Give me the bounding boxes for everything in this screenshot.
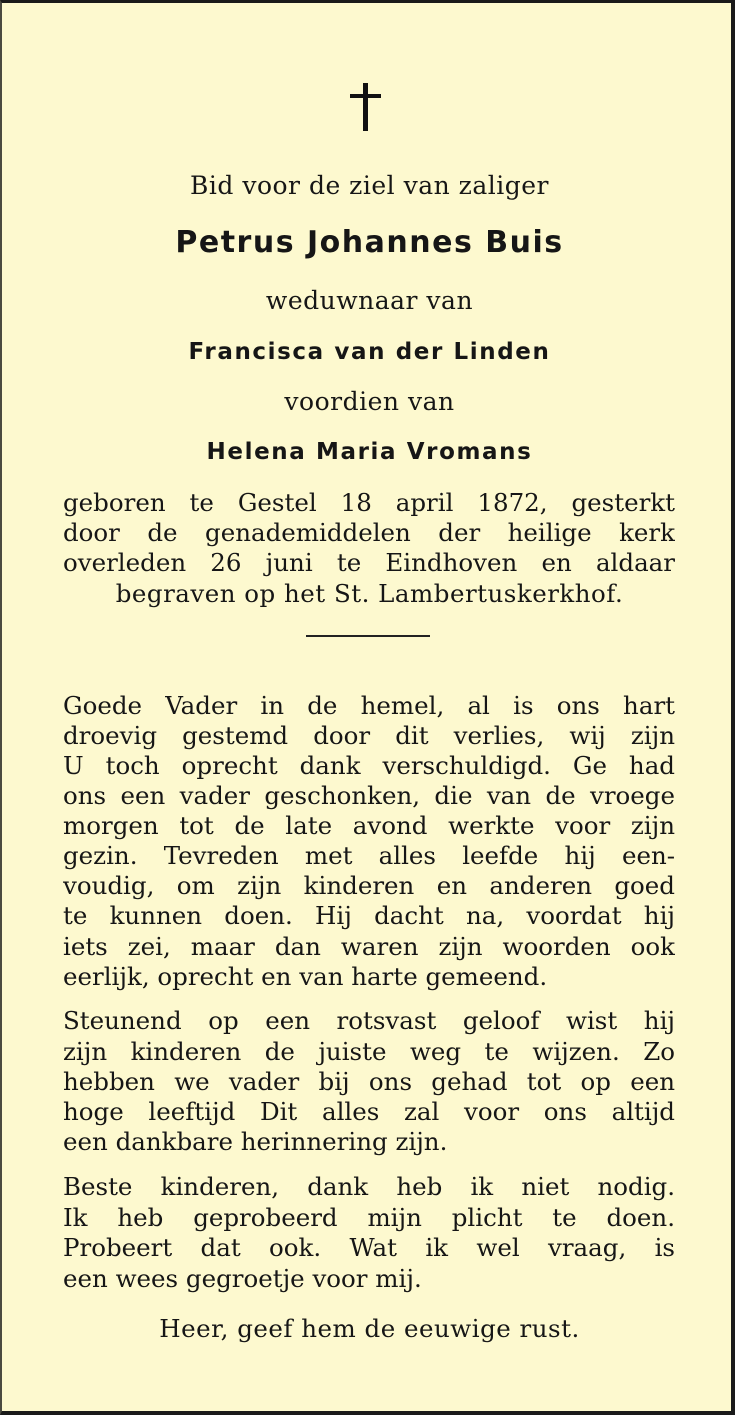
paragraph-2-line: hoge leeftijd Dit alles zal voor ons altijd — [63, 1097, 675, 1126]
closing-prayer: Heer, geef hem de eeuwige rust. — [159, 1314, 580, 1343]
paragraph-3-line: Probeert dat ook. Wat ik wel vraag, is — [63, 1233, 675, 1262]
relation-line-1: weduwnaar van — [265, 286, 474, 315]
paragraph-1-line: droevig gestemd door dit verlies, wij zijn — [63, 721, 675, 750]
paragraph-2-line: zijn kinderen de juiste weg te wijzen. Zo — [63, 1037, 675, 1066]
deceased-name: Petrus Johannes Buis — [175, 225, 564, 260]
paragraph-3-line: Ik heb geprobeerd mijn plicht te doen. — [63, 1203, 675, 1232]
paragraph-3-line: Beste kinderen, dank heb ik niet nodig. — [63, 1172, 675, 1201]
latin-cross-icon — [348, 83, 382, 131]
paragraph-1-line: ons een vader geschonken, die van de vroege — [63, 781, 675, 810]
paragraph-1-line: eerlijk, oprecht en van harte gemeend. — [63, 962, 548, 991]
bio-line: overleden 26 juni te Eindhoven en aldaar — [63, 548, 675, 577]
bio-line: begraven op het St. Lambertuskerkhof. — [115, 579, 624, 608]
paragraph-2-line: Steunend op een rotsvast geloof wist hij — [63, 1006, 675, 1035]
paragraph-3-line: een wees gegroetje voor mij. — [63, 1264, 422, 1293]
paragraph-2-line: hebben we vader bij ons gehad tot op een — [63, 1067, 675, 1096]
bio-line: geboren te Gestel 18 april 1872, gesterkt — [63, 488, 675, 517]
bio-line: door de genademiddelen der heilige kerk — [63, 518, 675, 547]
paragraph-1-line: Goede Vader in de hemel, al is ons hart — [63, 691, 675, 720]
relation-line-2: voordien van — [284, 387, 455, 416]
paragraph-2-line: een dankbare herinnering zijn. — [63, 1127, 448, 1156]
paragraph-1-line: iets zei, maar dan waren zijn woorden ook — [63, 932, 675, 961]
paragraph-1-line: te kunnen doen. Hij dacht na, voordat hij — [63, 901, 675, 930]
intro-line: Bid voor de ziel van zaliger — [190, 171, 549, 200]
paragraph-1-line: U toch oprecht dank verschuldigd. Ge had — [63, 751, 675, 780]
paragraph-1-line: voudig, om zijn kinderen en anderen goed — [63, 871, 675, 900]
spouse-name-1: Francisca van der Linden — [188, 339, 551, 365]
divider-rule — [306, 635, 430, 637]
paragraph-1-line: gezin. Tevreden met alles leefde hij een- — [63, 841, 675, 870]
spouse-name-2: Helena Maria Vromans — [206, 439, 533, 465]
paragraph-1-line: morgen tot de late avond werkte voor zijn — [63, 811, 675, 840]
